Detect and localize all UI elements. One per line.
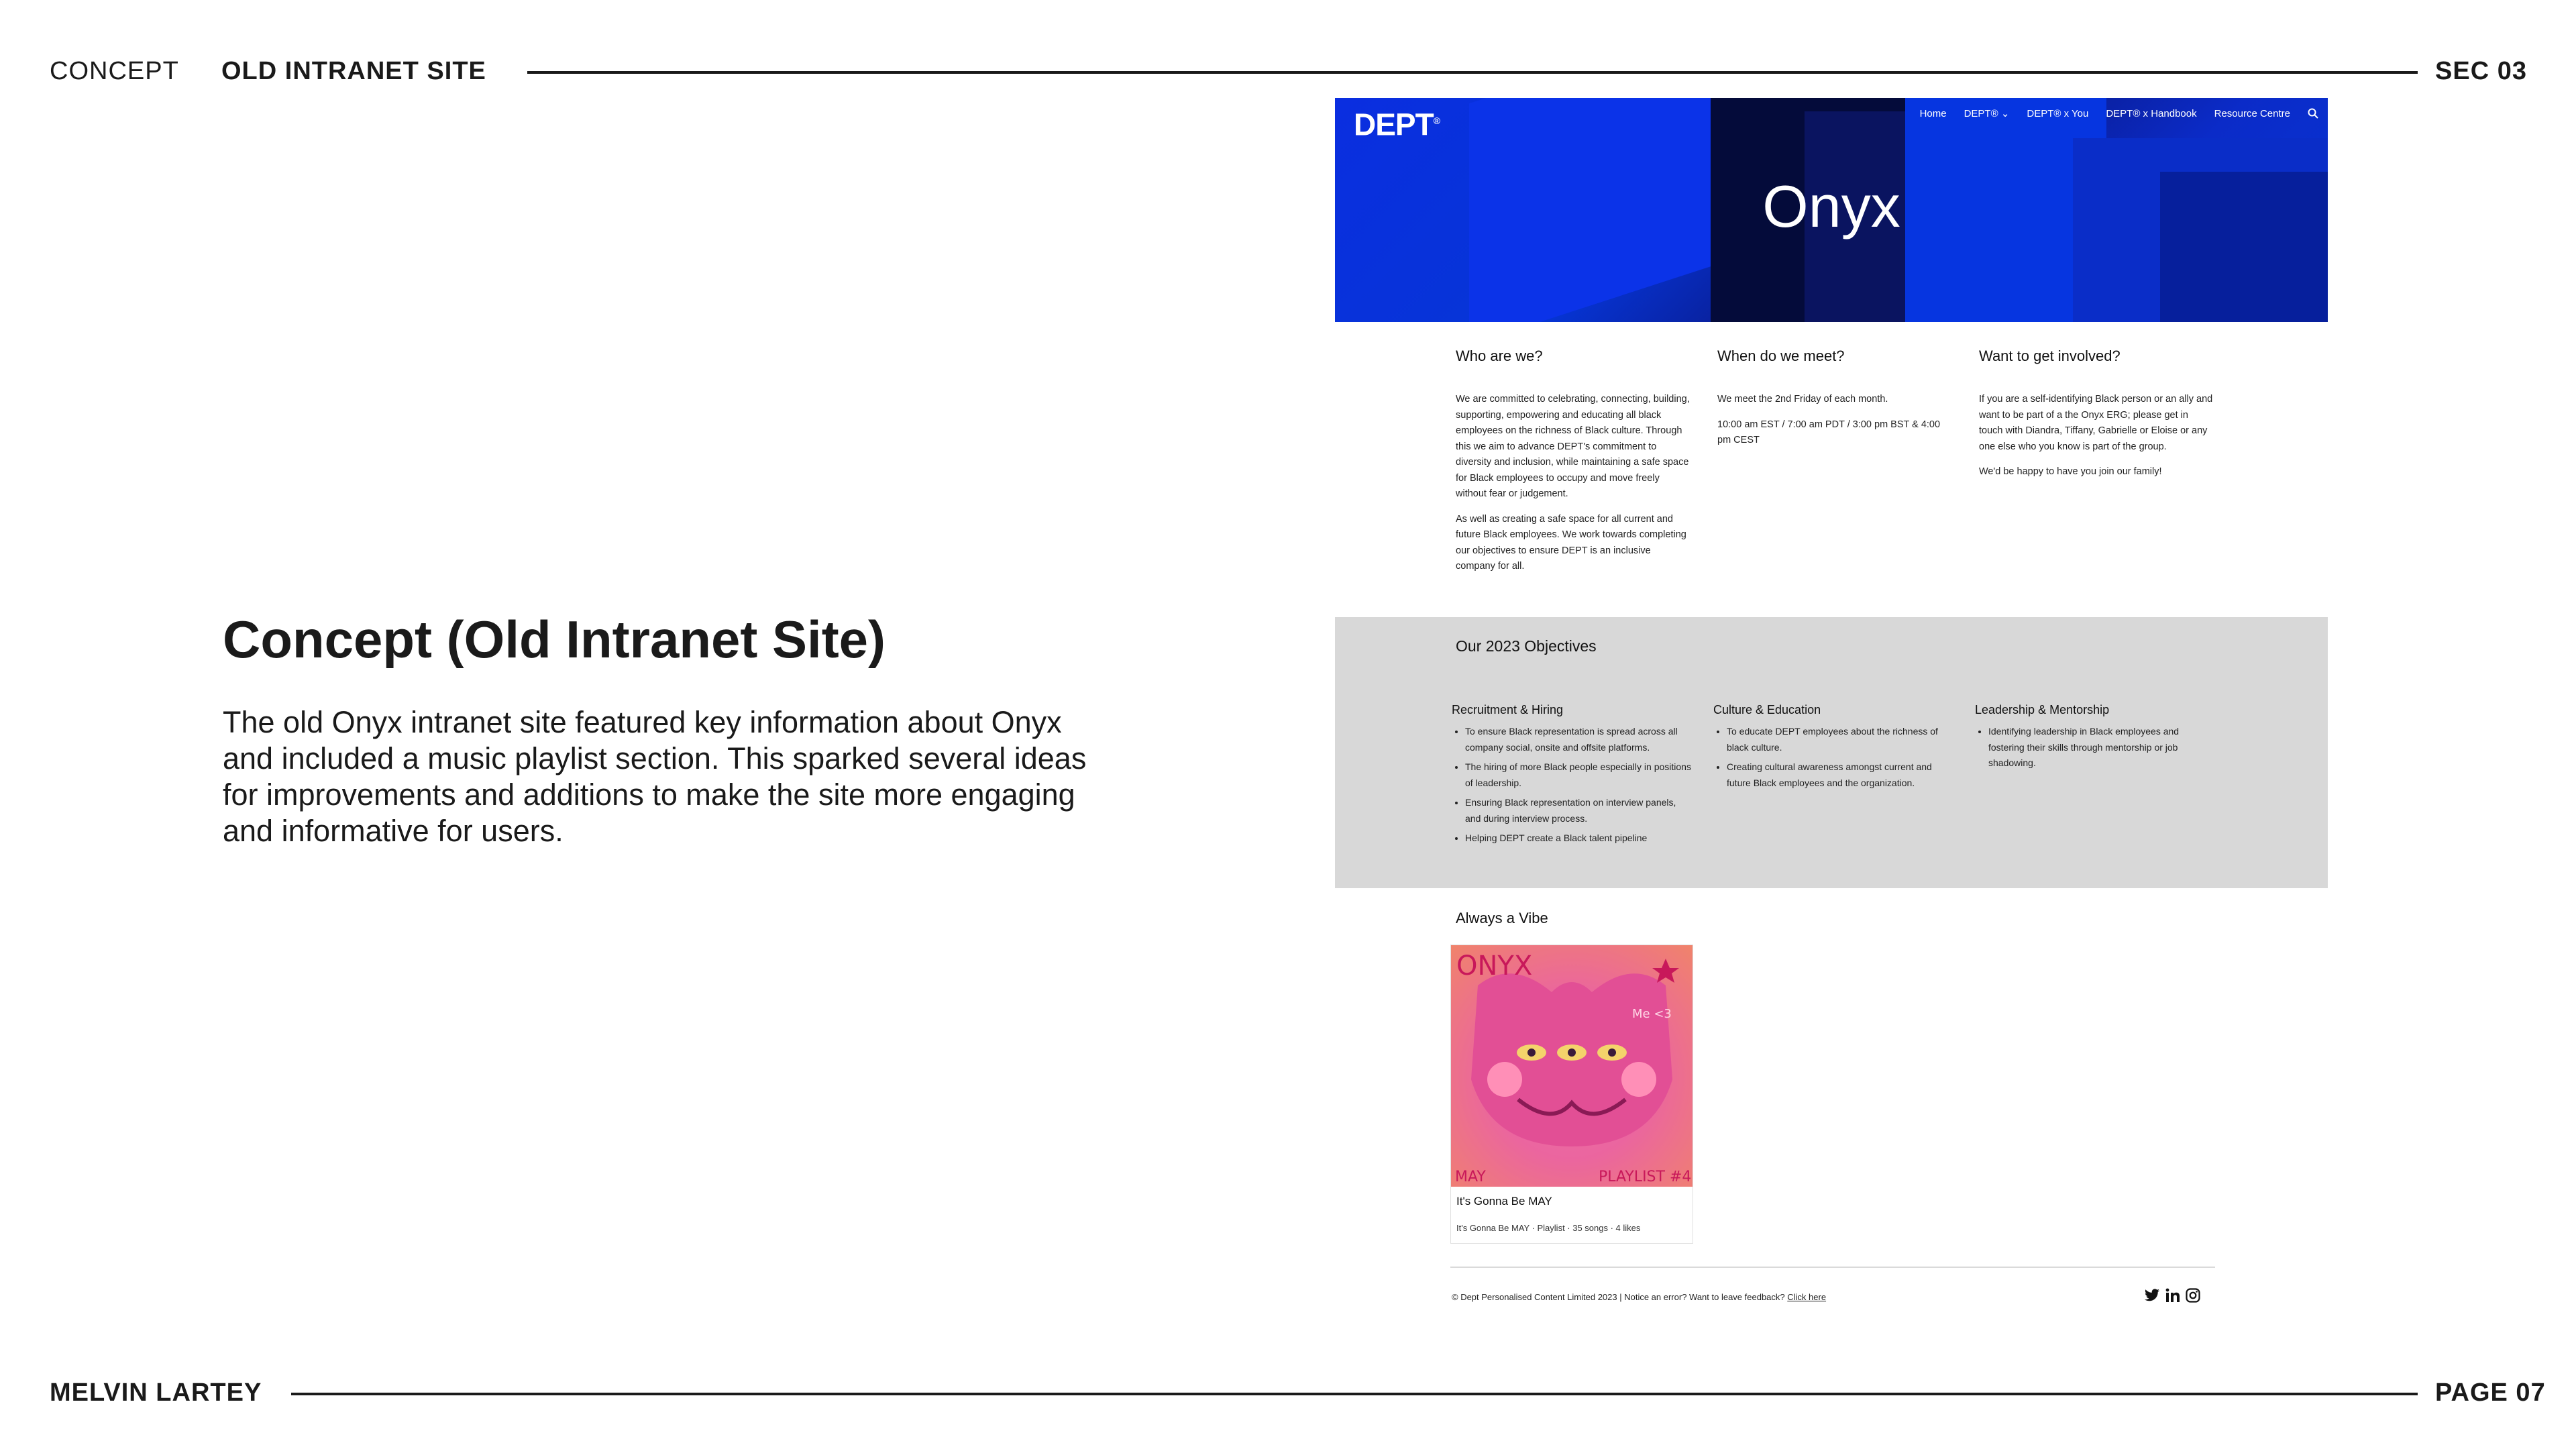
cover-text-left: MAY (1455, 1169, 1486, 1185)
section-label: CONCEPT (50, 57, 179, 85)
intranet-site-screenshot (1335, 98, 2328, 1332)
search-icon[interactable] (2308, 108, 2318, 119)
objective-item: • To ensure Black representation is spread across all company social, onsite and offsite platforms. (1465, 724, 1693, 755)
section-number: SEC 03 (2435, 57, 2527, 85)
want-paragraph: If you are a self-identifying Black person or an ally and want to be part of a the Onyx ERG; please get in touch with Diandra, Tiffany, Gabrielle or Eloise or any one else who you know is part of the group. (1979, 394, 2213, 452)
hero-banner (1335, 98, 2328, 322)
objectives-title: Our 2023 Objectives (1456, 637, 1597, 655)
chevron-down-icon: ⌄ (2000, 108, 2010, 119)
objective-heading: Recruitment & Hiring (1452, 703, 1564, 716)
objective-item: • To educate DEPT employees about the richness of black culture. (1727, 724, 1955, 755)
playlist-section-title: Always a Vibe (1456, 910, 1548, 926)
nav-item-label: DEPT® (1964, 108, 1998, 119)
when-do-we-meet-section (1717, 347, 1952, 458)
who-are-we-section (1456, 347, 1690, 584)
nav-item-dept[interactable] (1964, 107, 2010, 119)
playlist-cover-image (1451, 945, 1693, 1187)
playlist-meta: It's Gonna Be MAY · Playlist · 35 songs · 4 likes (1456, 1223, 1641, 1233)
site-footer-copyright (1452, 1292, 1826, 1302)
objective-column (1452, 703, 1693, 851)
author-name: MELVIN LARTEY (50, 1379, 262, 1407)
when-paragraph: We meet the 2nd Friday of each month. (1717, 394, 1888, 405)
objective-item: • Ensuring Black representation on interview panels, and during interview process. (1465, 795, 1693, 826)
linkedin-icon[interactable] (2165, 1288, 2180, 1303)
twitter-icon[interactable] (2144, 1289, 2160, 1302)
when-heading: When do we meet? (1717, 347, 1845, 364)
objectives-section (1335, 617, 2328, 888)
objective-heading: Leadership & Mentorship (1975, 703, 2110, 716)
nav-item-resource-centre[interactable]: Resource Centre (2214, 107, 2290, 119)
top-bar (0, 44, 2576, 98)
when-paragraph: 10:00 am EST / 7:00 am PDT / 3:00 pm BST & 4:00 pm CEST (1717, 419, 1941, 445)
playlist-title[interactable]: It's Gonna Be MAY (1456, 1195, 1552, 1208)
section-title: OLD INTRANET SITE (221, 57, 486, 85)
nav-item-dept-x-you[interactable]: DEPT® x You (2027, 107, 2089, 119)
logo-text: DEPT (1354, 107, 1434, 142)
who-paragraph: We are committed to celebrating, connecting, building, supporting, empowering and educating all black employees on the richness of Black culture. Through this we aim to advance DEPT's commitment to diversity and inclusion, while maintaining a safe space for Black employees to occupy and move freely without fear or judgement. (1456, 394, 1690, 499)
playlist-card[interactable] (1450, 945, 1693, 1244)
footer-rule (291, 1393, 2418, 1395)
feedback-link[interactable]: Click here (1787, 1292, 1827, 1302)
header-rule (527, 71, 2418, 74)
site-footer-divider (1450, 1267, 2215, 1268)
instagram-icon[interactable] (2186, 1288, 2200, 1303)
objective-item: • The hiring of more Black people especially in positions of leadership. (1465, 759, 1693, 791)
objective-item: • Identifying leadership in Black employees and fostering their skills through mentorship or job shadowing. (1988, 724, 2216, 771)
objective-column (1713, 703, 1955, 795)
objective-column (1975, 703, 2216, 775)
nav-item-handbook[interactable]: DEPT® x Handbook (2106, 107, 2197, 119)
cover-text-right: PLAYLIST #4 (1599, 1169, 1692, 1185)
want-paragraph: We'd be happy to have you join our family! (1979, 466, 2162, 477)
social-links (2144, 1288, 2200, 1303)
logo-mark: ® (1433, 115, 1440, 126)
nav-item-home[interactable]: Home (1919, 107, 1947, 119)
want-heading: Want to get involved? (1979, 347, 2121, 364)
objective-item: • Creating cultural awareness amongst current and future Black employees and the organization. (1727, 759, 1955, 791)
page-number: PAGE 07 (2435, 1379, 2546, 1407)
concept-description: The old Onyx intranet site featured key information about Onyx and included a music playlist section. This sparked several ideas for improvements and additions to make the site more engaging and informative for users. (223, 705, 1087, 848)
get-involved-section (1979, 347, 2214, 490)
who-paragraph: As well as creating a safe space for all current and future Black employees. We work towards completing our objectives to ensure DEPT is an inclusive company for all. (1456, 513, 1686, 572)
objective-item: • Helping DEPT create a Black talent pipeline (1465, 830, 1693, 847)
who-heading: Who are we? (1456, 347, 1543, 364)
hero-title: Onyx (1762, 173, 1900, 239)
concept-heading: Concept (Old Intranet Site) (223, 610, 886, 669)
dept-logo[interactable] (1354, 101, 1440, 144)
cover-text-tag: Me <3 (1632, 1007, 1672, 1021)
copyright-text: © Dept Personalised Content Limited 2023 | Notice an error? Want to leave feedback? (1452, 1292, 1785, 1302)
cover-illustration (1451, 945, 1693, 1187)
objective-heading: Culture & Education (1713, 703, 1821, 716)
bottom-bar (0, 1366, 2576, 1419)
cover-text-top: ONYX (1456, 951, 1533, 981)
top-navigation (1920, 107, 2318, 119)
